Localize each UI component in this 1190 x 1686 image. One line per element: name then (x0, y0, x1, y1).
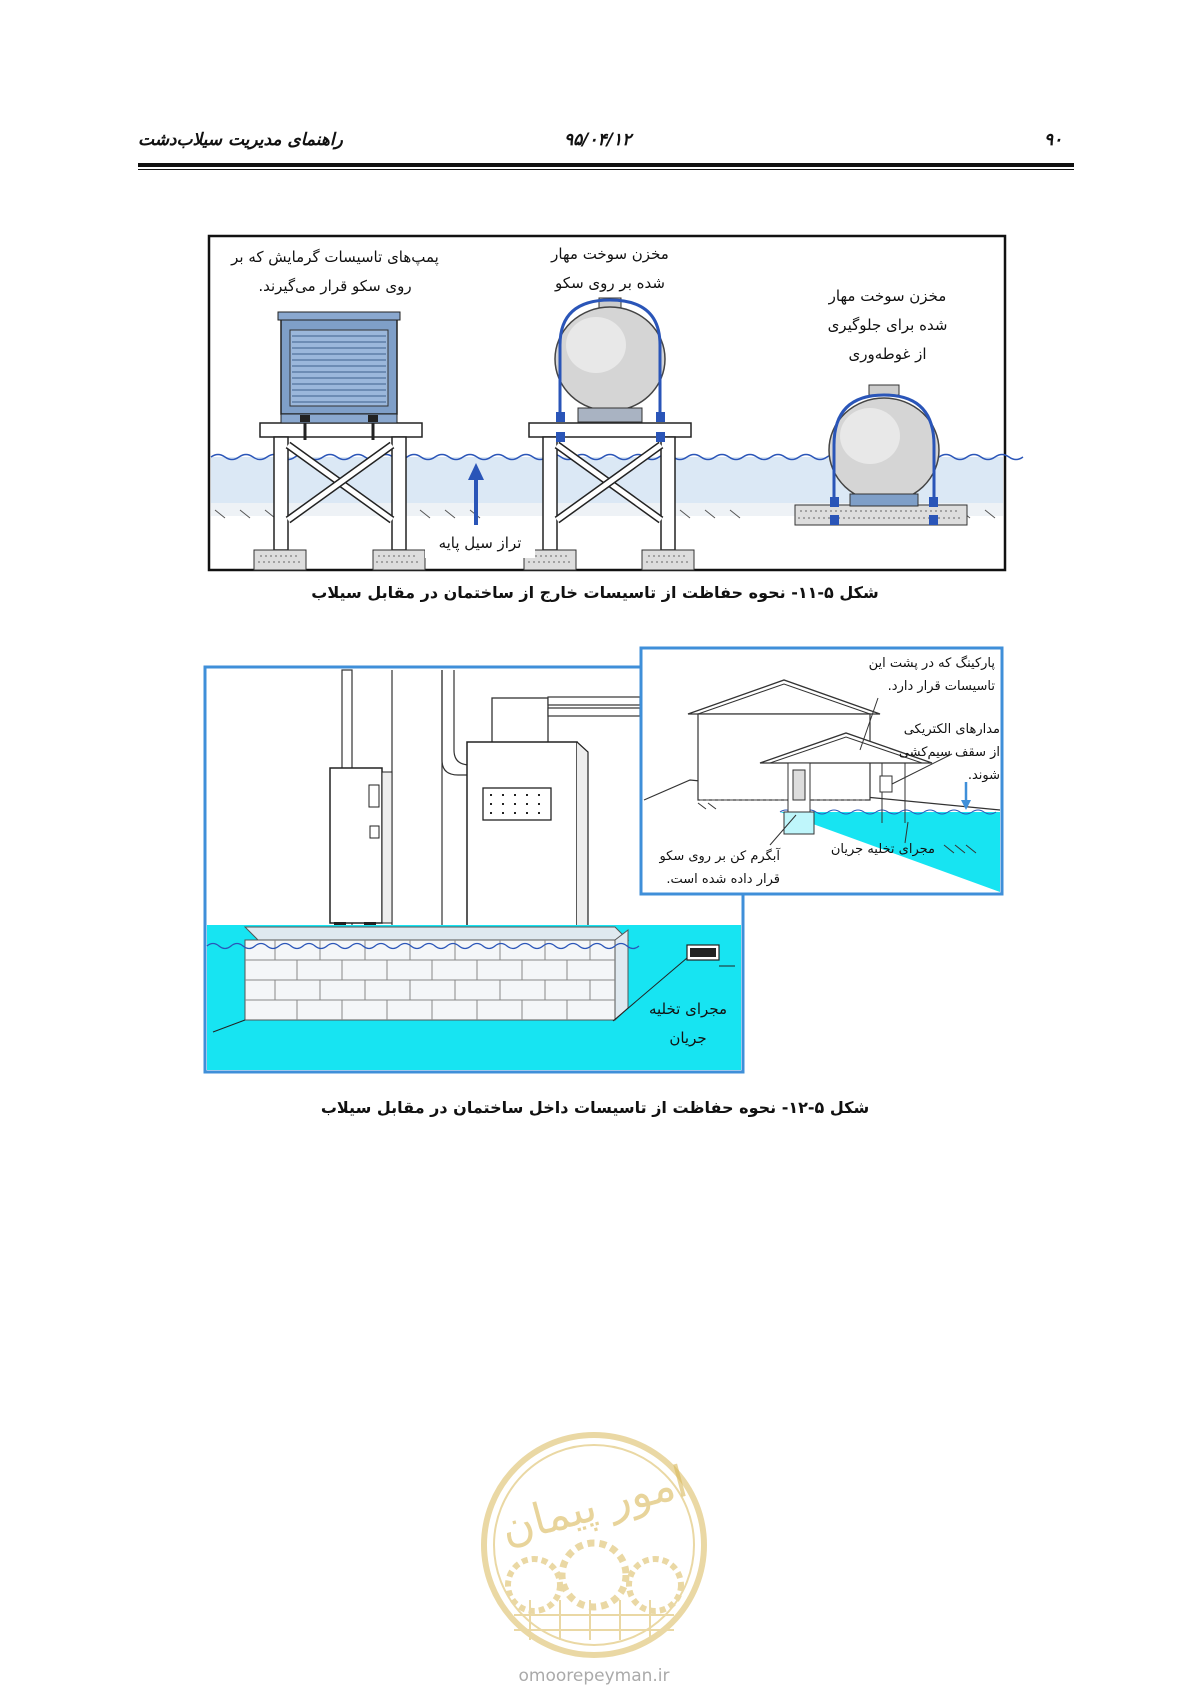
tank-anchored-label: مخزن سوخت مهار شده برای جلوگیری از غوطه‌وری (827, 287, 948, 363)
pumps-label: پمپ‌های تاسیسات گرمایش که بر روی سکو قرار می‌گیرند. (231, 248, 439, 295)
water-heater-label: آبگرم کن بر روی سکو قرار داده شده است. (659, 849, 780, 887)
tank-platform-label: مخزن سوخت مهار شده بر روی سکو (551, 245, 669, 292)
watermark-url: omoorepeyman.ir (518, 1666, 670, 1686)
inset-drain-label: مجرای تخلیه جریان (830, 842, 935, 857)
header-book-title: راهنمای مدیریت سیلاب‌دشت (138, 130, 343, 150)
flood-level-label: تراز سیل پایه (425, 529, 535, 558)
parking-label: پارکینگ که در پشت این تاسیسات قرار دارد. (868, 656, 995, 694)
watermark-seal-text: امور پیمان (495, 1456, 693, 1555)
circuits-label: مدارهای الکتریکی از سقف سیم‌کشی شوند. (898, 722, 1000, 783)
header-page-number: ۹۰ (1044, 130, 1063, 150)
header-date: ۹۵/۰۴/۱۲ (564, 130, 632, 150)
main-drain-label: مجرای تخلیه جریان (648, 1000, 728, 1047)
figure-11-caption: شکل ۵-۱۱- نحوه حفاظت از تاسیسات خارج از ساختمان در مقابل سیلاب (311, 583, 879, 602)
figure-12-caption: شکل ۵-۱۲- نحوه حفاظت از تاسیسات داخل ساختمان در مقابل سیلاب (320, 1098, 870, 1117)
